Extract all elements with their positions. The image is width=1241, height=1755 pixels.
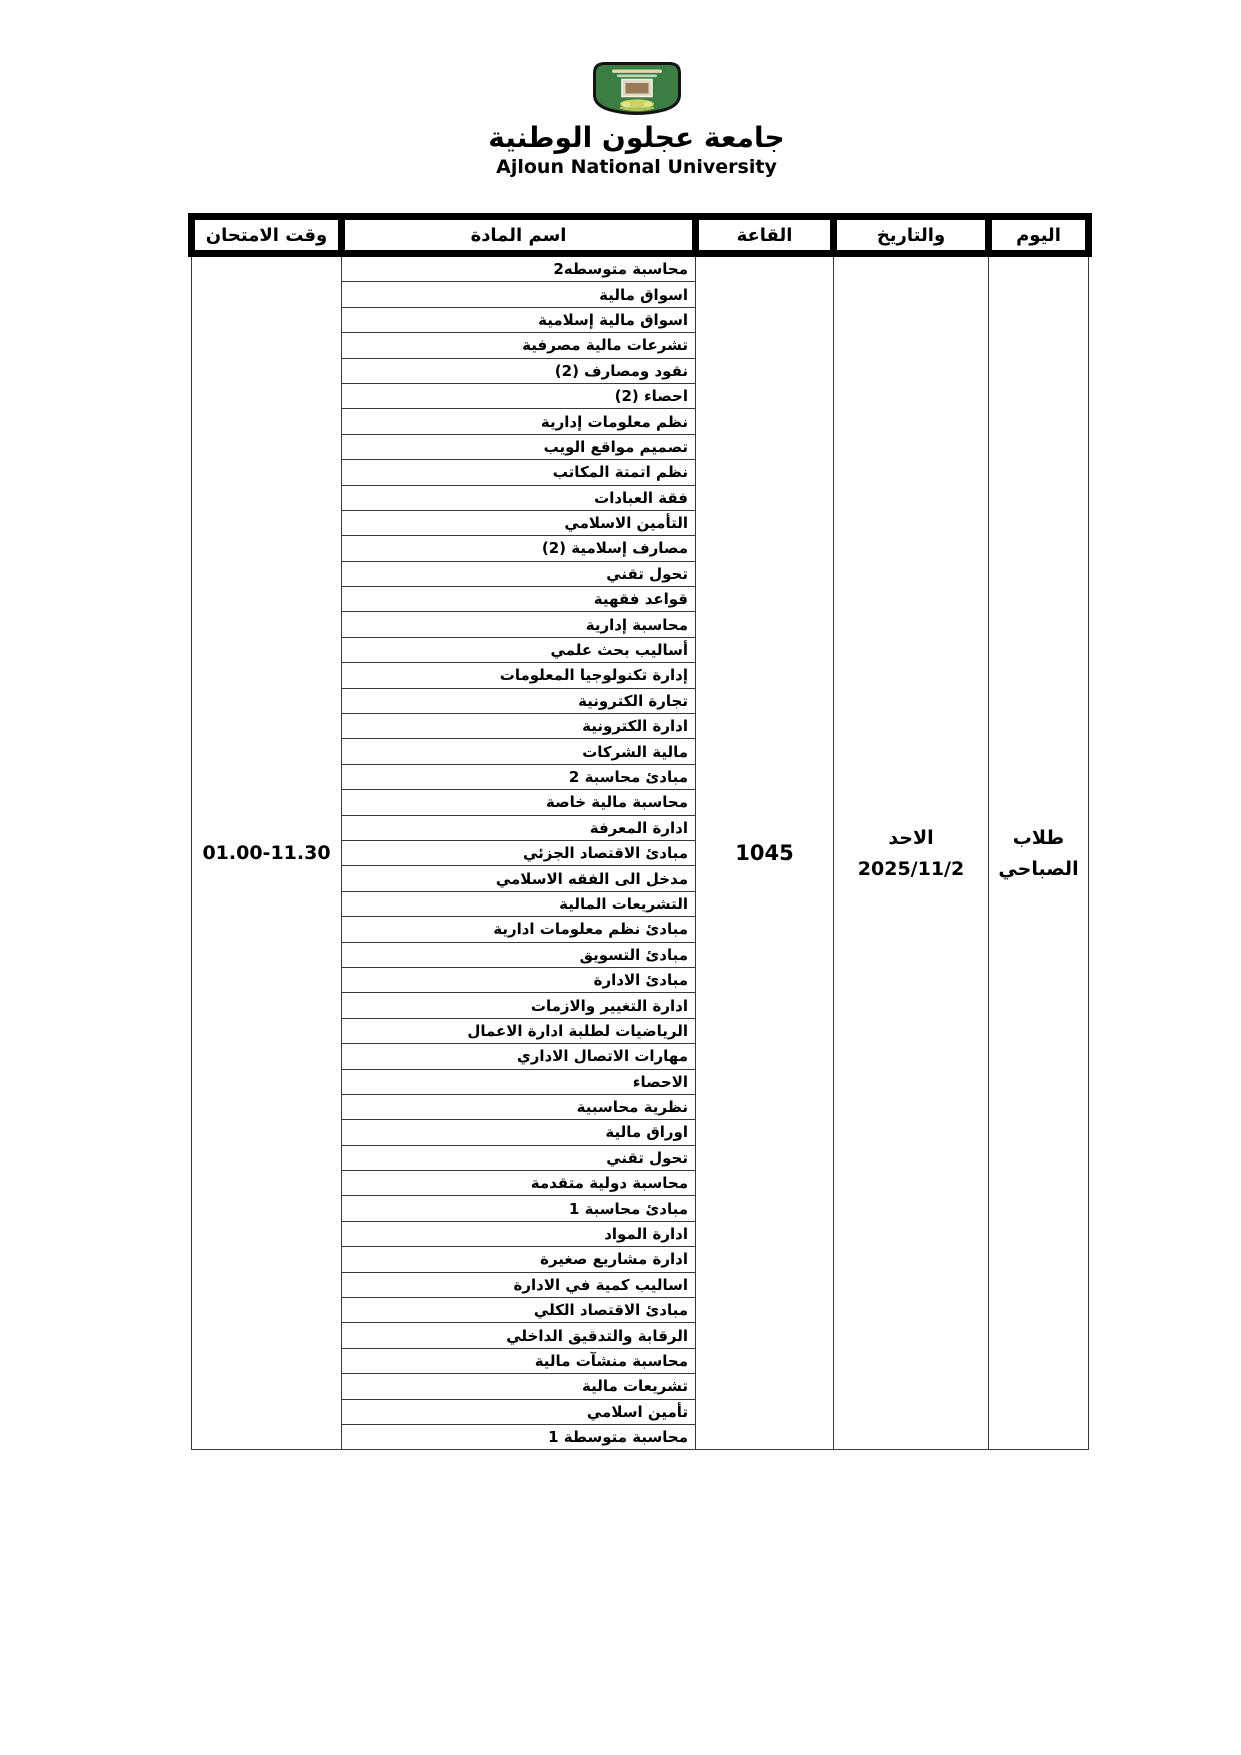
course-cell: مصارف إسلامية (2) <box>342 536 696 561</box>
course-cell: محاسبة متوسطة 1 <box>342 1424 696 1449</box>
course-cell: تحول تقني <box>342 1145 696 1170</box>
course-cell: ادارة الكترونية <box>342 714 696 739</box>
course-cell: مبادئ الاقتصاد الجزئي <box>342 840 696 865</box>
course-cell: اسواق مالية إسلامية <box>342 307 696 332</box>
course-cell: ادارة التغيير والازمات <box>342 993 696 1018</box>
course-cell: الرياضيات لطلبة ادارة الاعمال <box>342 1018 696 1043</box>
course-cell: محاسبة متوسطه2 <box>342 254 696 282</box>
course-cell: ادارة مشاريع صغيرة <box>342 1247 696 1272</box>
course-cell: تصميم مواقع الويب <box>342 434 696 459</box>
course-cell: نظرية محاسبية <box>342 1094 696 1119</box>
course-cell: مبادئ نظم معلومات ادارية <box>342 917 696 942</box>
course-cell: مدخل الى الفقه الاسلامي <box>342 866 696 891</box>
table-row <box>192 254 1089 282</box>
course-cell: مبادئ الاقتصاد الكلي <box>342 1298 696 1323</box>
date-cell <box>834 254 989 1450</box>
course-cell: مبادئ الادارة <box>342 967 696 992</box>
hall-number: 1045 <box>735 841 794 866</box>
course-cell: التأمين الاسلامي <box>342 510 696 535</box>
exam-time-cell <box>192 254 342 1450</box>
course-cell: الرقابة والتدقيق الداخلي <box>342 1323 696 1348</box>
course-cell: نظم اتمتة المكاتب <box>342 460 696 485</box>
day-cell <box>989 254 1089 1450</box>
date-value: 2025/11/2 <box>857 857 965 880</box>
course-cell: فقة العبادات <box>342 485 696 510</box>
course-cell: مبادئ التسويق <box>342 942 696 967</box>
course-cell: اساليب كمية في الادارة <box>342 1272 696 1297</box>
course-cell: محاسبة منشآت مالية <box>342 1348 696 1373</box>
day-line1: طلاب <box>1012 826 1065 849</box>
course-cell: إدارة تكنولوجيا المعلومات <box>342 663 696 688</box>
university-logo-icon <box>593 62 681 115</box>
column-header-date: والتاريخ <box>834 217 989 254</box>
course-cell: نظم معلومات إدارية <box>342 409 696 434</box>
course-cell: اوراق مالية <box>342 1120 696 1145</box>
date-day-name: الاحد <box>888 826 934 849</box>
university-title-english: Ajloun National University <box>496 156 777 178</box>
course-cell: تشريعات مالية <box>342 1374 696 1399</box>
course-cell: احصاء (2) <box>342 383 696 408</box>
day-line2: الصباحي <box>998 857 1079 880</box>
table-header-row <box>192 217 1089 254</box>
course-cell: تجارة الكترونية <box>342 688 696 713</box>
column-header-course: اسم المادة <box>342 217 696 254</box>
course-cell: الاحصاء <box>342 1069 696 1094</box>
course-cell: قواعد فقهية <box>342 587 696 612</box>
hall-cell <box>696 254 834 1450</box>
course-cell: ادارة المواد <box>342 1221 696 1246</box>
column-header-day: اليوم <box>989 217 1089 254</box>
course-cell: مهارات الاتصال الاداري <box>342 1044 696 1069</box>
course-cell: مبادئ محاسبة 2 <box>342 764 696 789</box>
exam-schedule-table <box>188 213 1092 1450</box>
document-header <box>188 62 1085 178</box>
course-cell: التشريعات المالية <box>342 891 696 916</box>
course-cell: اسواق مالية <box>342 282 696 307</box>
exam-time-value: 01.00-11.30 <box>202 842 331 865</box>
column-header-time: وقت الامتحان <box>192 217 342 254</box>
column-header-hall: القاعة <box>696 217 834 254</box>
course-cell: مبادئ محاسبة 1 <box>342 1196 696 1221</box>
course-cell: محاسبة إدارية <box>342 612 696 637</box>
course-cell: مالية الشركات <box>342 739 696 764</box>
university-title-arabic: جامعة عجلون الوطنية <box>488 121 785 154</box>
course-cell: نقود ومصارف (2) <box>342 358 696 383</box>
course-cell: تأمين اسلامي <box>342 1399 696 1424</box>
course-cell: أساليب بحث علمي <box>342 637 696 662</box>
course-cell: تشرعات مالية مصرفية <box>342 333 696 358</box>
course-cell: ادارة المعرفة <box>342 815 696 840</box>
course-cell: محاسبة دولية متقدمة <box>342 1171 696 1196</box>
course-cell: محاسبة مالية خاصة <box>342 790 696 815</box>
course-cell: تحول تقني <box>342 561 696 586</box>
